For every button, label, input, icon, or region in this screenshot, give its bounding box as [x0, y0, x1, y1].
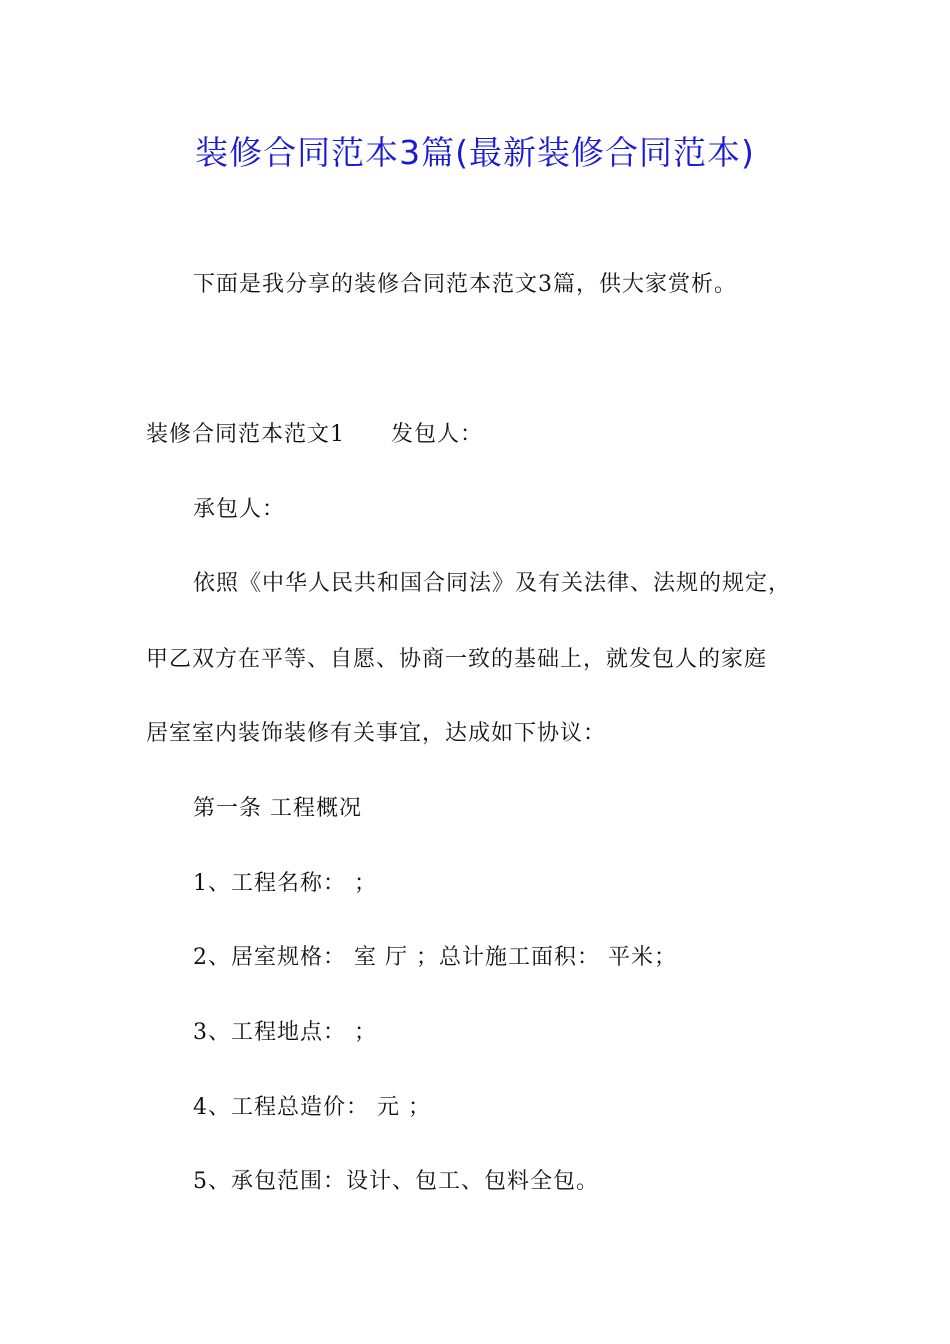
list-item: 3、工程地点： ；: [193, 1020, 377, 1045]
paragraph-line-3: 居室室内装饰装修有关事宜，达成如下协议：: [146, 721, 607, 746]
paragraph-line-2: 甲乙双方在平等、自愿、协商一致的基础上，就发包人的家庭: [146, 647, 768, 672]
party-b-label: 承包人：: [193, 497, 286, 522]
list-item: 2、居室规格： 室 厅 ；总计施工面积： 平米；: [193, 945, 677, 970]
list-item: 4、工程总造价： 元 ；: [193, 1095, 431, 1120]
document-title: 装修合同范本3篇(最新装修合同范本): [195, 133, 755, 172]
section-heading-line: [146, 420, 483, 450]
party-a-label: 发包人：: [391, 422, 484, 447]
section-heading: 装修合同范本范文1: [146, 422, 345, 447]
list-item: 5、承包范围：设计、包工、包料全包。: [193, 1169, 599, 1194]
paragraph-line-1: 依照《中华人民共和国合同法》及有关法律、法规的规定，: [193, 571, 792, 596]
article-heading: 第一条 工程概况: [193, 796, 362, 821]
intro-paragraph: 下面是我分享的装修合同范本范文3篇，供大家赏析。: [193, 272, 737, 297]
list-item: 1、工程名称： ；: [193, 871, 377, 896]
